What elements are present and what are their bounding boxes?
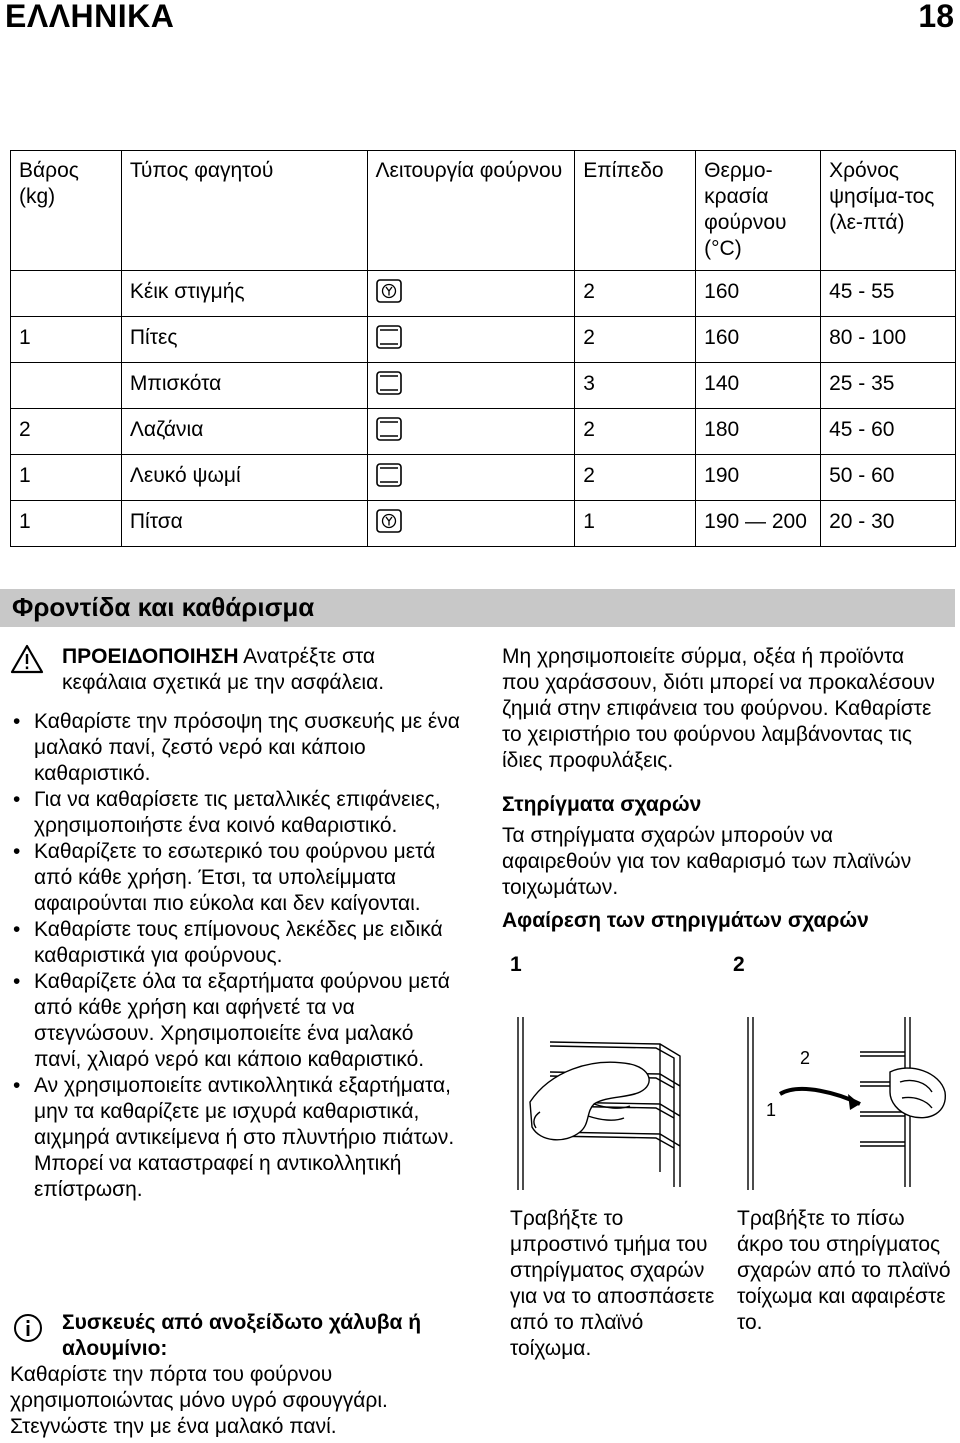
function-cell bbox=[367, 363, 575, 409]
weight-cell: 1 bbox=[11, 317, 122, 363]
supports-title: Στηρίγματα σχαρών bbox=[502, 793, 702, 816]
step-1-caption: Τραβήξτε το μπροστινό τμήμα του στηρίγματος σχαρών για να το αποσπάσετε από το πλαϊνό τοίχωμα. bbox=[510, 1207, 715, 1360]
section-title: Φροντίδα και καθάρισμα bbox=[12, 592, 315, 622]
step-1-illustration bbox=[510, 1012, 720, 1192]
info-text: Καθαρίστε την πόρτα του φούρνου χρησιμοποιώντας μόνο υγρό σφουγγάρι. Στεγνώστε την με ένα μαλακό πανί. bbox=[10, 1363, 388, 1438]
time-cell: 80 - 100 bbox=[821, 317, 956, 363]
step-2-caption: Τραβήξτε το πίσω άκρο του στηρίγματος σχαρών από το πλαϊνό τοίχωμα και αφαιρέστε το. bbox=[737, 1207, 951, 1334]
warning-block bbox=[62, 644, 462, 696]
table-row bbox=[11, 455, 956, 501]
food-cell: Πίτσα bbox=[121, 501, 367, 547]
function-cell bbox=[367, 501, 575, 547]
table-row bbox=[11, 271, 956, 317]
temperature-cell: 190 — 200 bbox=[696, 501, 821, 547]
weight-cell: 1 bbox=[11, 455, 122, 501]
level-cell: 2 bbox=[575, 409, 696, 455]
table-row bbox=[11, 317, 956, 363]
list-item: • Αν χρησιμοποιείτε αντικολλητικά εξαρτήματα, μην τα καθαρίζετε με ισχυρά καθαριστικά, αιχμηρά αντικείμενα ή στο πλυντήριο πιάτων. Μπορεί να καταστραφεί η αντικολλητική επίστρωση. bbox=[10, 1073, 465, 1203]
temperature-cell: 160 bbox=[696, 271, 821, 317]
figure-2-label-1: 1 bbox=[766, 1100, 777, 1120]
time-cell: 45 - 60 bbox=[821, 409, 956, 455]
conventional-oven-icon bbox=[376, 373, 402, 396]
column-header-function: Λειτουργία φούρνου bbox=[367, 151, 575, 271]
level-cell: 2 bbox=[575, 271, 696, 317]
time-cell: 50 - 60 bbox=[821, 455, 956, 501]
food-cell: Λαζάνια bbox=[121, 409, 367, 455]
warning-icon bbox=[10, 644, 44, 678]
info-title: Συσκευές από ανοξείδωτο χάλυβα ή αλουμίνιο: bbox=[62, 1311, 422, 1360]
conventional-oven-icon bbox=[376, 419, 402, 442]
column-header-weight: Βάρος (kg) bbox=[11, 151, 122, 271]
column-header-temperature: Θερμο-κρασία φούρνου (°C) bbox=[696, 151, 821, 271]
fan-oven-icon bbox=[376, 281, 402, 304]
fan-oven-icon bbox=[376, 511, 402, 534]
column-header-food: Τύπος φαγητού bbox=[121, 151, 367, 271]
cleaning-bullet-list bbox=[10, 709, 465, 1203]
time-cell: 20 - 30 bbox=[821, 501, 956, 547]
table-header-row bbox=[11, 151, 956, 271]
table-row bbox=[11, 409, 956, 455]
weight-cell bbox=[11, 363, 122, 409]
function-cell bbox=[367, 271, 575, 317]
temperature-cell: 190 bbox=[696, 455, 821, 501]
function-cell bbox=[367, 317, 575, 363]
weight-cell: 2 bbox=[11, 409, 122, 455]
temperature-cell: 160 bbox=[696, 317, 821, 363]
list-item: • Καθαρίζετε το εσωτερικό του φούρνου μετά από κάθε χρήση. Έτσι, τα υπολείμματα αφαιρούνται πιο εύκολα και δεν καίγονται. bbox=[10, 839, 465, 917]
list-item: • Για να καθαρίσετε τις μεταλλικές επιφάνειες, χρησιμοποιήστε ένα κοινό καθαριστικό. bbox=[10, 787, 465, 839]
step-2-number: 2 bbox=[733, 953, 745, 976]
function-cell bbox=[367, 455, 575, 501]
right-intro-text: Μη χρησιμοποιείτε σύρμα, οξέα ή προϊόντα που χαράσσουν, διότι μπορεί να προκαλέσουν ζημιά στην επιφάνεια του φούρνου. Καθαρίστε το χειριστήριο του φούρνου λαμβάνοντας τις ίδιες προφυλάξεις. bbox=[502, 645, 935, 772]
temperature-cell: 180 bbox=[696, 409, 821, 455]
supports-text: Τα στηρίγματα σχαρών μπορούν να αφαιρεθούν για τον καθαρισμό των πλαϊνών τοιχωμάτων. bbox=[502, 824, 912, 899]
language-heading: ΕΛΛΗΝΙΚΑ bbox=[5, 0, 175, 34]
function-cell bbox=[367, 409, 575, 455]
level-cell: 2 bbox=[575, 317, 696, 363]
weight-cell bbox=[11, 271, 122, 317]
food-cell: Μπισκότα bbox=[121, 363, 367, 409]
info-icon bbox=[13, 1313, 43, 1343]
table-row bbox=[11, 363, 956, 409]
food-cell: Πίτες bbox=[121, 317, 367, 363]
conventional-oven-icon bbox=[376, 465, 402, 488]
column-header-time: Χρόνος ψησίμα-τος (λε-πτά) bbox=[821, 151, 956, 271]
time-cell: 25 - 35 bbox=[821, 363, 956, 409]
weight-cell: 1 bbox=[11, 501, 122, 547]
conventional-oven-icon bbox=[376, 327, 402, 350]
page-number: 18 bbox=[918, 0, 954, 34]
table-row bbox=[11, 501, 956, 547]
list-item: • Καθαρίστε τους επίμονους λεκέδες με ειδικά καθαριστικά για φούρνους. bbox=[10, 917, 465, 969]
level-cell: 3 bbox=[575, 363, 696, 409]
level-cell: 1 bbox=[575, 501, 696, 547]
warning-text: Ανατρέξτε στα κεφάλαια σχετικά με την ασφάλεια. bbox=[62, 645, 385, 694]
figure-2-label-2: 2 bbox=[800, 1048, 811, 1068]
time-cell: 45 - 55 bbox=[821, 271, 956, 317]
warning-label: ΠΡΟΕΙΔΟΠΟΙΗΣΗ bbox=[62, 645, 239, 668]
level-cell: 2 bbox=[575, 455, 696, 501]
column-header-level: Επίπεδο bbox=[575, 151, 696, 271]
list-item: • Καθαρίζετε όλα τα εξαρτήματα φούρνου μετά από κάθε χρήση και αφήνετέ τα να στεγνώσουν. Χρησιμοποιείτε ένα μαλακό πανί, χλιαρό νερό και κάποιο καθαριστικό. bbox=[10, 969, 465, 1073]
removal-title: Αφαίρεση των στηριγμάτων σχαρών bbox=[502, 909, 869, 932]
food-cell: Λευκό ψωμί bbox=[121, 455, 367, 501]
temperature-cell: 140 bbox=[696, 363, 821, 409]
step-1-number: 1 bbox=[510, 953, 522, 976]
cooking-table bbox=[10, 150, 956, 547]
list-item: • Καθαρίστε την πρόσοψη της συσκευής με ένα μαλακό πανί, ζεστό νερό και κάποιο καθαριστικό. bbox=[10, 709, 465, 787]
food-cell: Κέικ στιγμής bbox=[121, 271, 367, 317]
